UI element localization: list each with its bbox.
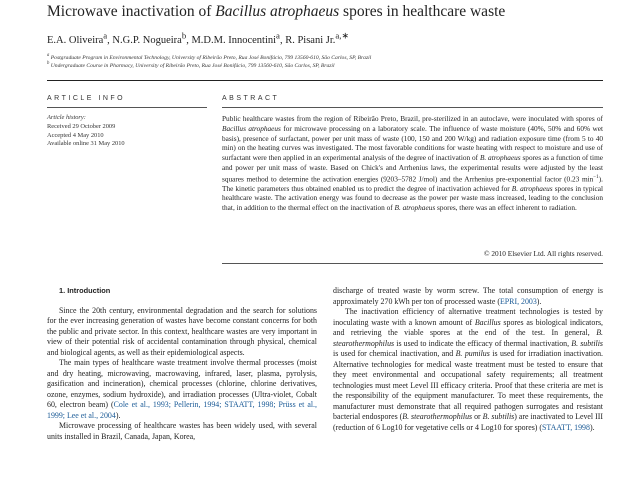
paragraph: discharge of treated waste by worm screw. The total consumption of energy is approximately 270 kWh per ton of processed waste (EPRI, 2003). [333,286,603,306]
divider [222,263,603,264]
title-italic: Bacillus atrophaeus [215,3,340,20]
history-online: Available online 31 May 2010 [47,140,125,148]
paragraph: The inactivation efficiency of alternative treatment technologies is tested by inoculating waste with a known amount of Bacillus spores as biological indicators, and retrieving the viable spores at the end of the test. In general, B. stearothermophilus is used to indicate the efficacy of thermal inactivation, B. subtilis is used for chemical inactivation, and B. pumilus is used for irradiation inactivation. Alternative technologies for medical waste treatment must be tested to ensure that they meet environmental and occupational safety requirements; all treatment technologies must meet Level III efficacy criteria. Proof that these criteria are met is the responsibility of the equipment manufacturer. To meet these requirements, the manufacturer must demonstrate that all required pathogen surrogates and resistant bacterial endospores (B. stearothermophilus or B. subtilis) are inactivated to Level III (reduction of 6 Log10 for vegetative cells or 4 Log10 for spores) (STAATT, 1998). [333,307,603,432]
abstract-text: Public healthcare wastes from the region of Ribeirão Preto, Brazil, pre-sterilized in an autoclave, were inoculated with spores of Bacillus atrophaeus for microwave processing on a laboratory scale. The influence of waste moisture (40%, 50% and 60% wet basis), presence of surfactant, power per unit mass of waste (100, 150 and 200 W/kg) and radiation exposure time (from 5 to 40 min) on the heating curves was investigated. The most favorable conditions for waste heating with respect to moisture and use of surfactant were then applied in an experimental analysis of the degree of inactivation of B. atrophaeus spores as a function of time and power per unit mass of waste. Based on Chick's and Arrhenius laws, the experimental results were adjusted by the least squares method to determine the activation energies (9203–5782 J/mol) and the Arrhenius pre-exponential factor (0.23 $\min^{-1}$). The kinetic parameters thus obtained enabled us to predict the degree of inactivation achieved for B. atrophaeus spores in typical healthcare waste. The activation energy was found to decrease as the power per waste mass increased, leading to the conclusion that, in addition to the thermal effect on the inactivation of B. atrophaeus spores, there was an effect inherent to radiation. [222,114,604,213]
author[interactable]: E.A. Oliveira$^a$, [47,30,113,46]
article-history [47,114,207,149]
citation-link[interactable]: Cole et al., 1993; Pellerin, 1994; STAATT, 1998; Prüss et al., 1999; Lee et al., 2004 [47,400,317,420]
paragraph: The main types of healthcare waste treatment involve thermal processes (moist and dry heating, microwaving, macrowaving, infrared, laser, plasma, pyrolysis, gasification and incineration), chemical processes (chlorine, chlorine derivatives, ozone, enzymes, sodium hydroxide), and irradiation processes (Ultra-violet, Cobalt 60, electron beam) (Cole et al., 1993; Pellerin, 1994; STAATT, 1998; Prüss et al., 1999; Lee et al., 2004). [47,358,317,420]
paragraph: Microwave processing of healthcare wastes has been widely used, with several units installed in Brazil, Canada, Japan, Korea, [47,421,317,441]
affiliation: $^b$ Undergraduate Course in Pharmacy, University of Ribeirão Preto, Rua José Bonifácio, 799 13560-610, São Carlos, SP, Brazil [47,61,335,69]
author[interactable]: R. Pisani Jr.$^{a,∗}$ [285,30,349,46]
abstract-heading: ABSTRACT [222,95,280,102]
title-suffix: spores in healthcare waste [339,3,506,20]
citation-link[interactable]: EPRI, 2003 [499,296,537,306]
author[interactable]: M.D.M. Innocentini$^a$, [191,30,286,46]
title-prefix: Microwave inactivation of [47,3,216,20]
history-label: Article history: [47,114,86,121]
copyright-notice: © 2010 Elsevier Ltd. All rights reserved. [483,249,603,258]
paper-title [47,2,607,22]
header-rule [47,80,603,81]
article-info-heading: ARTICLE INFO [47,95,126,102]
divider [47,107,207,108]
author-list [47,28,349,48]
right-column [333,286,603,433]
left-column [47,286,317,442]
history-accepted: Accepted 4 May 2010 [47,131,104,139]
divider [222,107,603,108]
citation-link[interactable]: STAATT, 1998 [542,422,590,432]
author[interactable]: N.G.P. Nogueira$^b$, [112,30,192,46]
paragraph: Since the 20th century, environmental degradation and the search for solutions for the ever increasing generation of wastes have become constant concerns for both the public and private sector. In this context, healthcare wastes are very important in view of their potential risk of accidental contamination through physical, chemical and biological agents, as well as their epidemiological aspects. [47,305,317,357]
section-heading-introduction: 1. Introduction [59,286,111,295]
history-received: Received 29 October 2009 [47,122,116,130]
affiliation: $^a$ Postgraduate Program in Environmental Technology, University of Ribeirão Preto, Rua José Bonifácio, 799 13560-610, São Carlos, SP, Brazil [47,53,372,61]
